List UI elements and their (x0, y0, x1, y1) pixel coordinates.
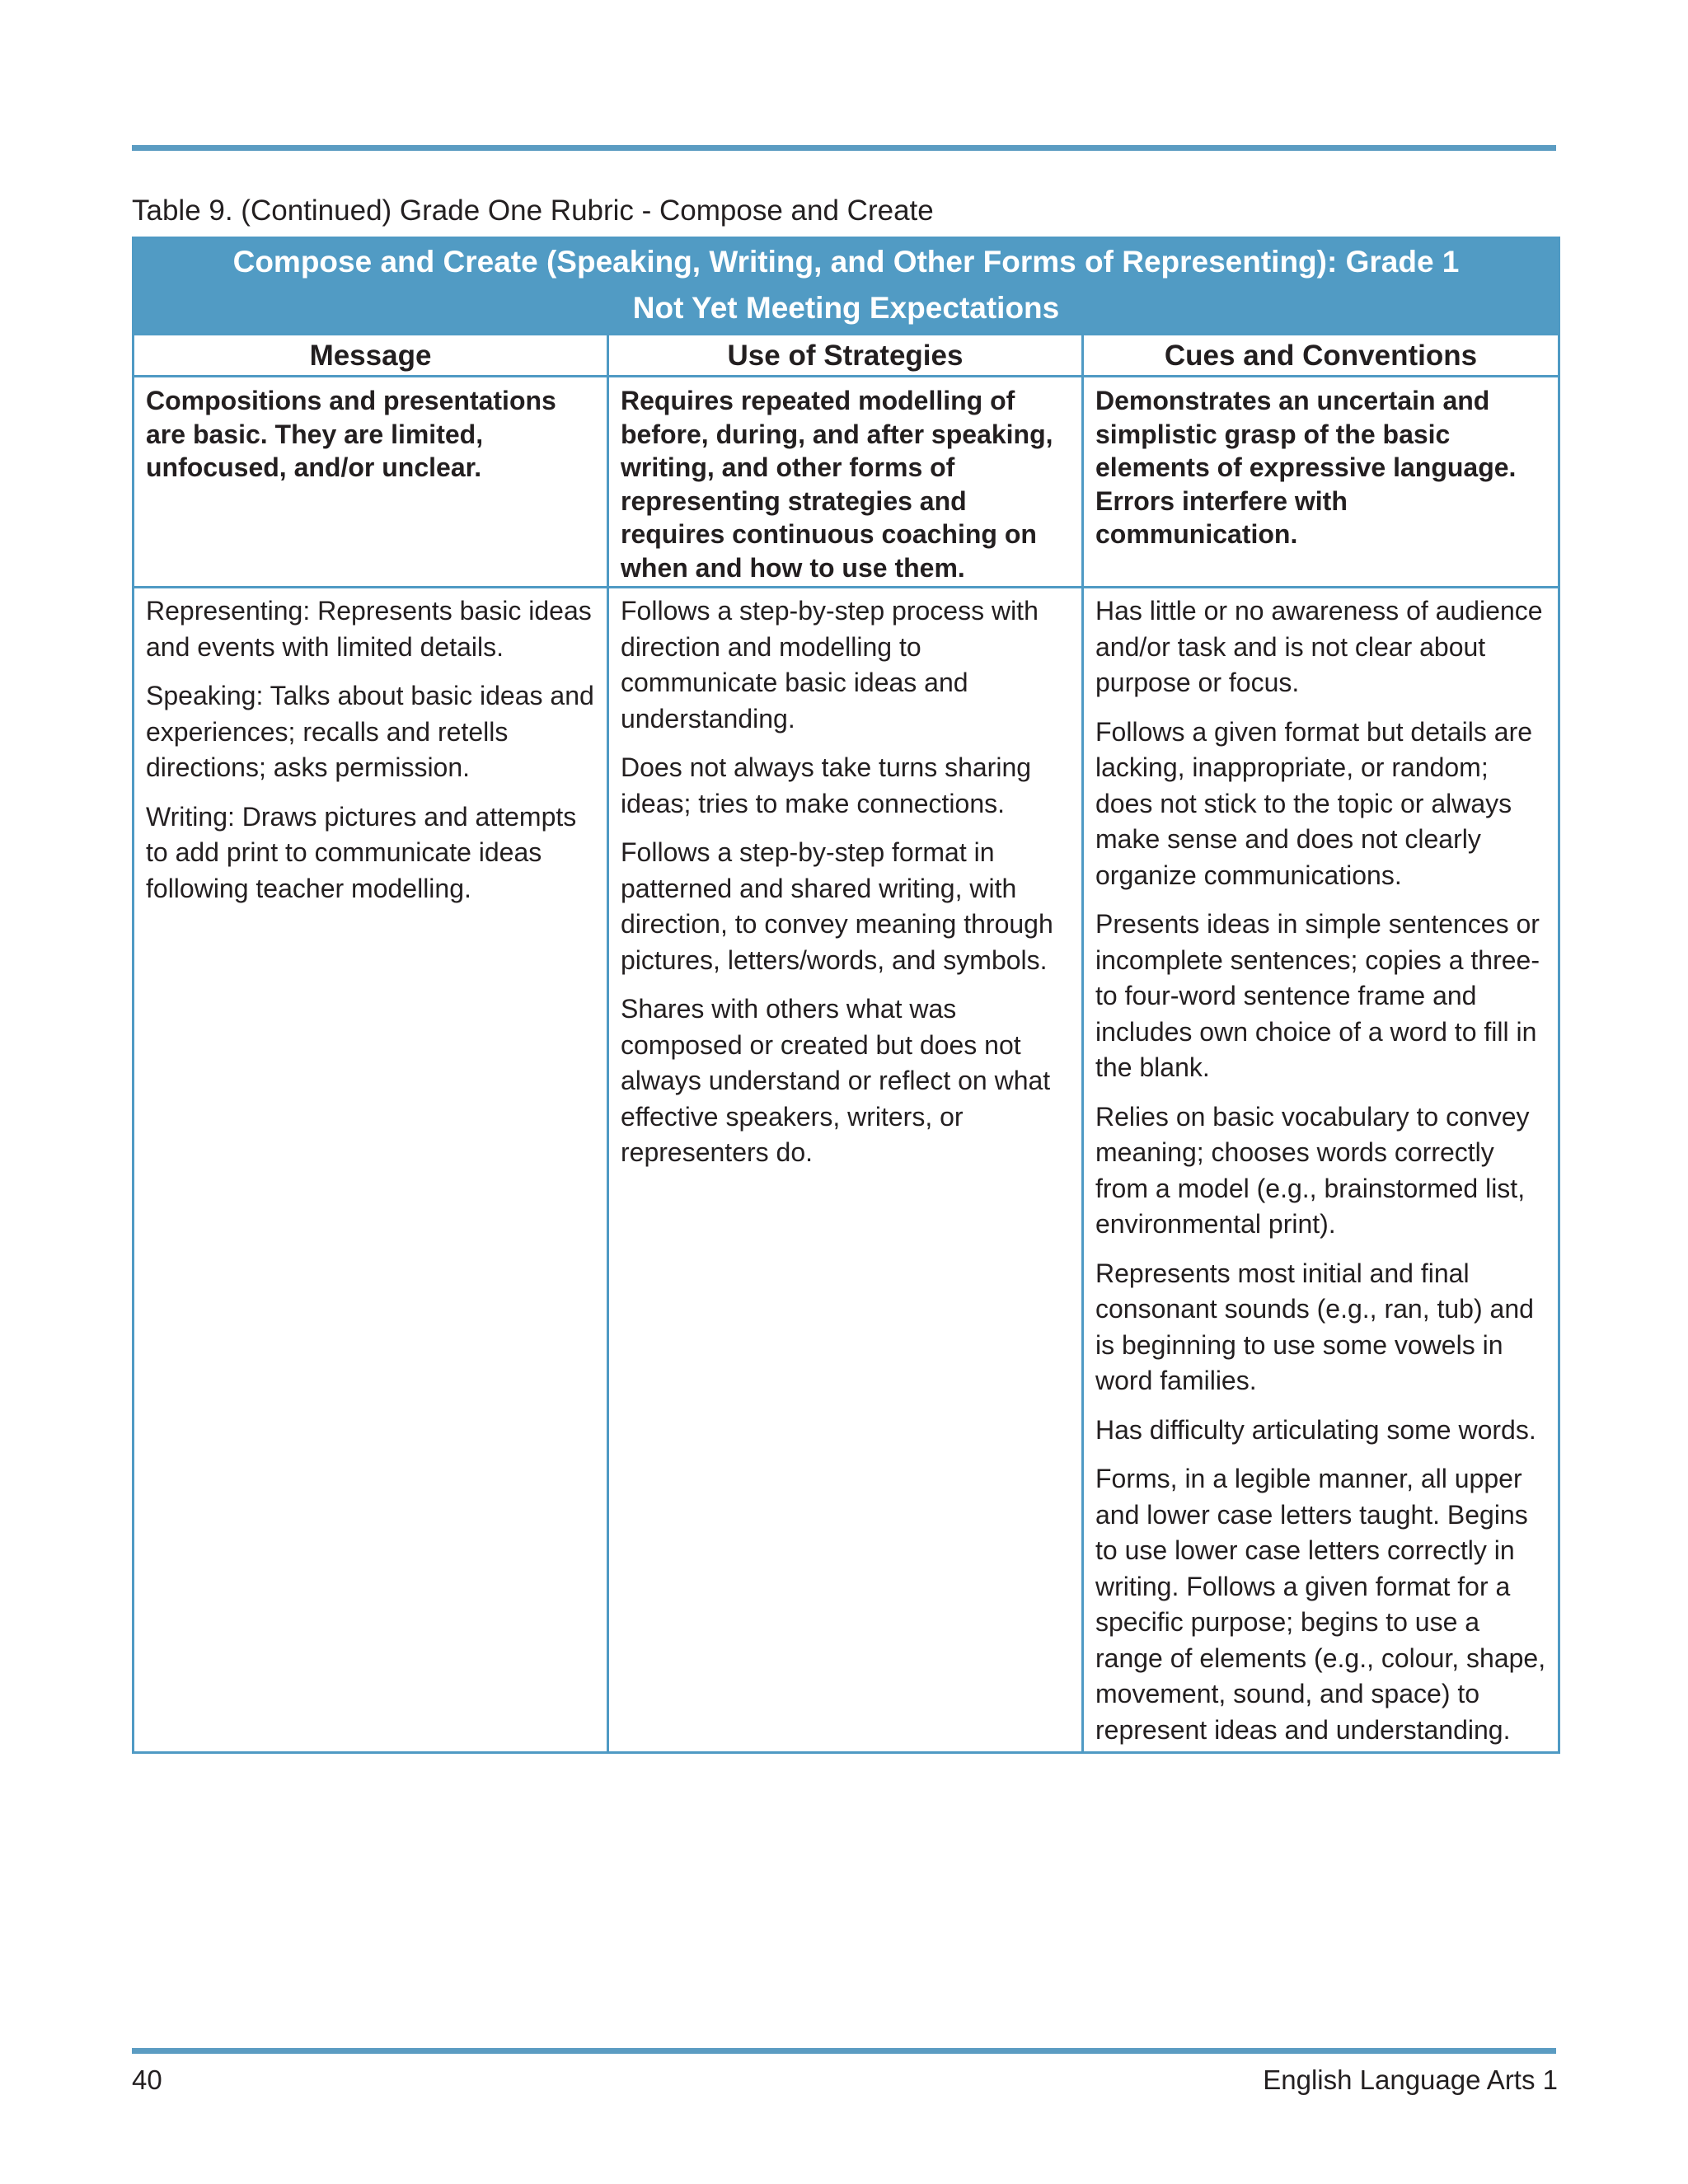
page-number: 40 (132, 2064, 162, 2095)
summary-cues-and-conventions: Demonstrates an uncertain and simplistic grasp of the basic elements of expressive language. Errors interfere with communication. (1083, 377, 1559, 588)
footer-rule (132, 2048, 1556, 2054)
detail-paragraph: Presents ideas in simple sentences or incomplete sentences; copies a three- to four-word sentence frame and includes own choice of a word to fill in the blank. (1095, 909, 1540, 1082)
detail-paragraph: Follows a step-by-step format in patterned and shared writing, with direction, to convey meaning through pictures, letters/words, and symbols. (621, 837, 1053, 975)
column-header-cues-and-conventions: Cues and Conventions (1083, 335, 1559, 377)
detail-paragraph: Writing: Draws pictures and attempts to add print to communicate ideas following teacher modelling. (146, 801, 577, 903)
detail-paragraph: Speaking: Talks about basic ideas and experiences; recalls and retells directions; asks permission. (146, 681, 594, 782)
detail-paragraph: Follows a step-by-step process with direction and modelling to communicate basic ideas and understanding. (621, 596, 1039, 733)
table-caption: Table 9. (Continued) Grade One Rubric - Compose and Create (132, 194, 934, 227)
detail-paragraph: Has little or no awareness of audience and/or task and is not clear about purpose or focus. (1095, 596, 1543, 697)
summary-row (134, 377, 1559, 588)
detail-paragraph: Follows a given format but details are lacking, inappropriate, or random; does not stick to the topic or always make sense and does not clearly organize communications. (1095, 716, 1533, 890)
detail-paragraph: Representing: Represents basic ideas and events with limited details. (146, 596, 592, 662)
detail-paragraph: Shares with others what was composed or created but does not always understand or reflect on what effective speakers, writers, or representers do. (621, 994, 1051, 1167)
detail-paragraph: Does not always take turns sharing ideas; tries to make connections. (621, 752, 1032, 818)
banner-title: Compose and Create (Speaking, Writing, and Other Forms of Representing): Grade 1 (232, 245, 1460, 279)
detail-paragraph: Represents most initial and final consonant sounds (e.g., ran, tub) and is beginning to use some vowels in word families. (1095, 1258, 1534, 1395)
detail-cues-and-conventions (1083, 588, 1559, 1753)
summary-use-of-strategies: Requires repeated modelling of before, during, and after speaking, writing, and other forms of representing strategies and requires continuous coaching on when and how to use them. (608, 377, 1083, 588)
detail-paragraph: Forms, in a legible manner, all upper and lower case letters taught. Begins to use lower case letters correctly in writing. Follows a given format for a specific purpose; begins to use a range of elements (e.g., colour, shape, movement, sound, and space) to represent ideas and understanding. (1095, 1464, 1546, 1745)
column-header-message: Message (134, 335, 608, 377)
header-rule (132, 145, 1556, 151)
column-header-use-of-strategies: Use of Strategies (608, 335, 1083, 377)
table-banner (134, 238, 1559, 335)
footer-title: English Language Arts 1 (1263, 2064, 1558, 2095)
summary-message: Compositions and presentations are basic. They are limited, unfocused, and/or unclear. (134, 377, 608, 588)
detail-paragraph: Has difficulty articulating some words. (1095, 1414, 1536, 1445)
detail-message (134, 588, 608, 1753)
detail-paragraph: Relies on basic vocabulary to convey meaning; chooses words correctly from a model (e.g., brainstormed list, environmental print). (1095, 1101, 1530, 1239)
detail-row (134, 588, 1559, 1753)
rubric-table (132, 237, 1560, 1754)
banner-subtitle: Not Yet Meeting Expectations (632, 291, 1060, 325)
detail-use-of-strategies (608, 588, 1083, 1753)
